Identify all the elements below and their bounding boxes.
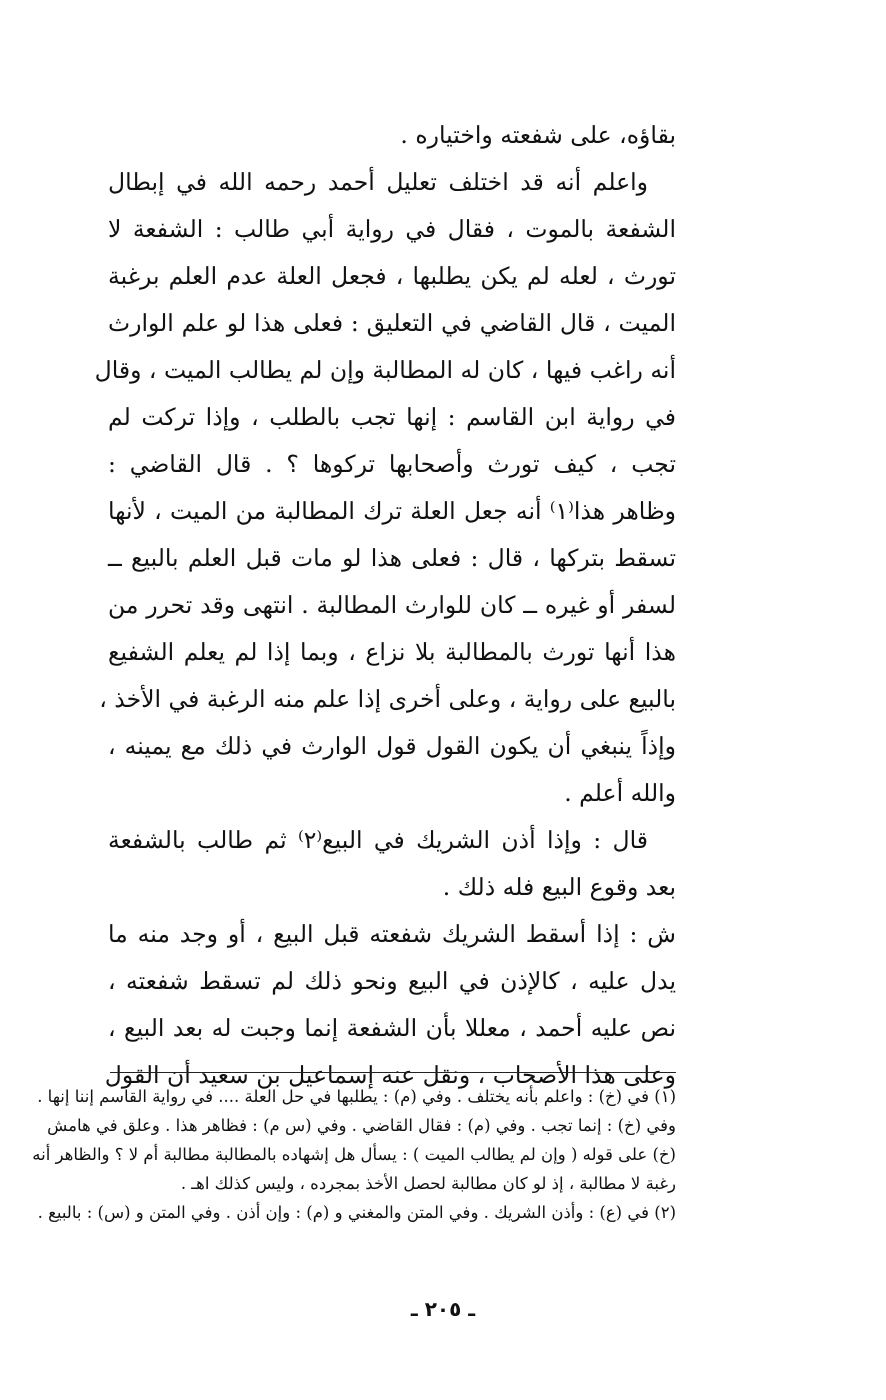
text-line: نص عليه أحمد ، معللا بأن الشفعة إنما وجبت له بعد البيع ، (108, 1014, 676, 1042)
text-line: قال : وإذا أذن الشريك في البيع⁽٢⁾ ثم طالب بالشفعة (108, 826, 648, 854)
footnote-line: وفي (خ) : إنما تجب . وفي (م) : فقال القاضي . وفي (س م) : فظاهر هذا . وعلق في هامش (47, 1116, 676, 1135)
text-line: بعد وقوع البيع فله ذلك . (442, 873, 676, 901)
text-line: لسفر أو غيره ــ كان للوارث المطالبة . انتهى وقد تحرر من (108, 591, 676, 619)
text-line: الشفعة بالموت ، فقال في رواية أبي طالب : الشفعة لا (108, 215, 676, 243)
page-number: ـ ٢٠٥ ـ (410, 1297, 476, 1321)
text-line: وعلى هذا الأصحاب ، ونقل عنه إسماعيل بن سعيد أن القول (104, 1061, 676, 1089)
text-line: بالبيع على رواية ، وعلى أخرى إذا علم منه الرغبة في الأخذ ، (99, 685, 676, 713)
text-line: واعلم أنه قد اختلف تعليل أحمد رحمه الله في إبطال (108, 168, 648, 196)
text-line: وظاهر هذا⁽١⁾ أنه جعل العلة ترك المطالبة من الميت ، لأنها (108, 497, 676, 525)
footnote-line: (١) في (خ) : واعلم بأنه يختلف . وفي (م) : يطلبها في حل العلة .... في رواية القاسم إننا إنها . (37, 1087, 676, 1106)
footnote-line: (٢) في (ع) : وأذن الشريك . وفي المتن والمغني و (م) : وإن أذن . وفي المتن و (س) : بالبيع . (37, 1203, 676, 1222)
footnotes (32, 1082, 676, 1227)
main-text (94, 112, 677, 1099)
text-line: هذا أنها تورث بالمطالبة بلا نزاع ، وبما إذا لم يعلم الشفيع (108, 638, 676, 666)
text-line: تجب ، كيف تورث وأصحابها تركوها ؟ . قال القاضي : (108, 450, 677, 478)
text-line: أنه راغب فيها ، كان له المطالبة وإن لم يطالب الميت ، وقال (94, 356, 676, 384)
text-line: بقاؤه، على شفعته واختياره . (400, 121, 676, 149)
text-line: ش : إذا أسقط الشريك شفعته قبل البيع ، أو وجد منه ما (108, 920, 676, 948)
text-line: وإذاً ينبغي أن يكون القول قول الوارث في ذلك مع يمينه ، (108, 732, 676, 760)
text-line: تسقط بتركها ، قال : فعلى هذا لو مات قبل العلم بالبيع ــ (108, 544, 676, 572)
text-line: في رواية ابن القاسم : إنها تجب بالطلب ، وإذا تركت لم (108, 403, 676, 431)
text-line: والله أعلم . (564, 779, 676, 807)
footnote-line: (خ) على قوله ( وإن لم يطالب الميت ) : يسأل هل إشهاده بالمطالبة مطالبة أم لا ؟ والظاهر أنه (32, 1145, 676, 1164)
footnote-divider (110, 1072, 676, 1073)
text-line: يدل عليه ، كالإذن في البيع ونحو ذلك لم تسقط شفعته ، (108, 967, 676, 995)
footnote-line: رغبة لا مطالبة ، إذ لو كان مطالبة لحصل الأخذ بمجرده ، وليس كذلك اهـ . (180, 1174, 676, 1193)
text-line: الميت ، قال القاضي في التعليق : فعلى هذا لو علم الوارث (108, 309, 676, 337)
text-line: تورث ، لعله لم يكن يطلبها ، فجعل العلة عدم العلم برغبة (108, 262, 676, 290)
